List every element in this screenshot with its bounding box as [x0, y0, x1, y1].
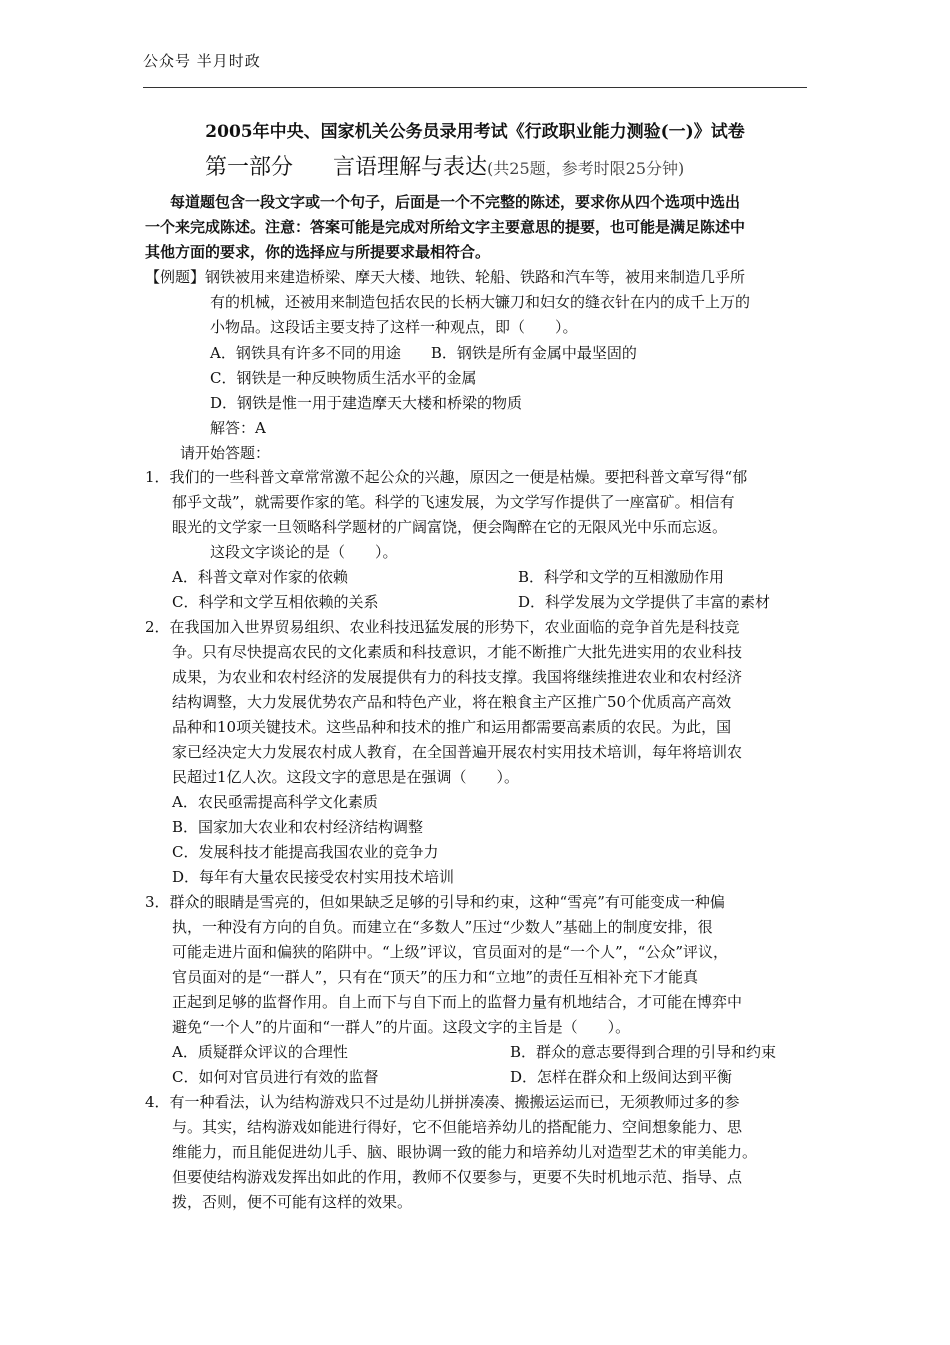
example-answer: 解答：A [210, 419, 266, 437]
q4-line: 维能力，而且能促进幼儿手、脑、眼协调一致的能力和培养幼儿对造型艺术的审美能力。 [172, 1143, 758, 1161]
q1-line: 这段文字谈论的是（ ）。 [210, 543, 398, 561]
q3-option-d: D．怎样在群众和上级间达到平衡 [510, 1068, 733, 1086]
q2-line: 民超过1亿人次。这段文字的意思是在强调（ ）。 [172, 768, 520, 786]
example-line: 【例题】钢铁被用来建造桥梁、摩天大楼、地铁、轮船、铁路和汽车等，被用来制造几乎所 [145, 268, 746, 286]
q2-option-d: D．每年有大量农民接受农村实用技术培训 [172, 868, 455, 886]
q2-line: 结构调整，大力发展优势农产品和特色产业，将在粮食主产区推广50个优质高产高效 [172, 693, 732, 711]
q2-line: 争。只有尽快提高农民的文化素质和科技意识，才能不断推广大批先进实用的农业科技 [172, 643, 743, 661]
example-option: C．钢铁是一种反映物质生活水平的金属 [210, 369, 477, 387]
example-option: D．钢铁是惟一用于建造摩天大楼和桥梁的物质 [210, 394, 523, 412]
exam-title: 2005年中央、国家机关公务员录用考试《行政职业能力测验(一)》试卷 [205, 122, 745, 142]
q3-line: 3．群众的眼睛是雪亮的，但如果缺乏足够的引导和约束，这种“雪亮”有可能变成一种偏 [145, 893, 725, 911]
q3-option-c: C．如何对官员进行有效的监督 [172, 1068, 379, 1086]
q1-option-c: C．科学和文学互相依赖的关系 [172, 593, 379, 611]
header-divider [143, 87, 807, 88]
section-heading [205, 150, 684, 181]
q3-line: 执，一种没有方向的自负。而建立在“多数人”压过“少数人”基础上的制度安排，很 [172, 918, 713, 936]
q2-option-a: A．农民亟需提高科学文化素质 [172, 793, 378, 811]
instruction-line: 一个来完成陈述。注意：答案可能是完成对所给文字主要意思的提要，也可能是满足陈述中 [145, 218, 746, 236]
section-topic: 言语理解与表达 [333, 155, 488, 180]
instruction-line: 每道题包含一段文字或一个句子，后面是一个不完整的陈述，要求你从四个选项中选出 [170, 193, 741, 211]
q4-line: 4．有一种看法，认为结构游戏只不过是幼儿拼拼凑凑、搬搬运运而已，无须教师过多的参 [145, 1093, 740, 1111]
section-note: (共25题，参考时限25分钟) [487, 159, 685, 178]
q3-line: 可能走进片面和偏狭的陷阱中。“上级”评议，官员面对的是“一个人”，“公众”评议， [172, 943, 729, 961]
instruction-line: 其他方面的要求，你的选择应与所提要求最相符合。 [145, 243, 491, 261]
q3-line: 正起到足够的监督作用。自上而下与自下而上的监督力量有机地结合，才可能在博弈中 [172, 993, 743, 1011]
q4-line: 但要使结构游戏发挥出如此的作用，教师不仅要参与，更要不失时机地示范、指导、点 [172, 1168, 743, 1186]
q3-option-a: A．质疑群众评议的合理性 [172, 1043, 348, 1061]
q2-line: 品种和10项关键技术。这些品种和技术的推广和运用都需要高素质的农民。为此，国 [172, 718, 732, 736]
example-option: A．钢铁具有许多不同的用途 B．钢铁是所有金属中最坚固的 [210, 344, 637, 362]
q3-option-b: B．群众的意志要得到合理的引导和约束 [510, 1043, 777, 1061]
q4-line: 拨，否则，便不可能有这样的效果。 [172, 1193, 413, 1211]
q2-option-c: C．发展科技才能提高我国农业的竞争力 [172, 843, 439, 861]
q2-line: 成果，为农业和农村经济的发展提供有力的科技支撑。我国将继续推进农业和农村经济 [172, 668, 743, 686]
q1-line: 1．我们的一些科普文章常常激不起公众的兴趣，原因之一便是枯燥。要把科普文章写得“郁 [145, 468, 748, 486]
example-line: 有的机械，还被用来制造包括农民的长柄大镰刀和妇女的缝衣针在内的成千上万的 [210, 293, 751, 311]
q4-line: 与。其实，结构游戏如能进行得好，它不但能培养幼儿的搭配能力、空间想象能力、思 [172, 1118, 743, 1136]
q2-option-b: B．国家加大农业和农村经济结构调整 [172, 818, 424, 836]
q1-option-a: A．科普文章对作家的依赖 [172, 568, 348, 586]
start-prompt: 请开始答题： [180, 444, 271, 462]
q1-option-b: B．科学和文学的互相激励作用 [518, 568, 725, 586]
q3-line: 避免“一个人”的片面和“一群人”的片面。这段文字的主旨是（ ）。 [172, 1018, 631, 1036]
example-line: 小物品。这段话主要支持了这样一种观点，即（ ）。 [210, 318, 578, 336]
q1-line: 眼光的文学家一旦领略科学题材的广阔富饶，便会陶醉在它的无限风光中乐而忘返。 [172, 518, 728, 536]
section-name: 第一部分 [205, 155, 294, 180]
q1-option-d: D．科学发展为文学提供了丰富的素材 [518, 593, 771, 611]
page-header: 公众号 半月时政 [143, 52, 261, 70]
q1-line: 郁乎文哉”，就需要作家的笔。科学的飞速发展，为文学写作提供了一座富矿。相信有 [172, 493, 735, 511]
q3-line: 官员面对的是“一群人”，只有在“顶天”的压力和“立地”的责任互相补充下才能真 [172, 968, 699, 986]
q2-line: 家已经决定大力发展农村成人教育，在全国普遍开展农村实用技术培训，每年将培训农 [172, 743, 743, 761]
q2-line: 2．在我国加入世界贸易组织、农业科技迅猛发展的形势下，农业面临的竞争首先是科技竞 [145, 618, 740, 636]
